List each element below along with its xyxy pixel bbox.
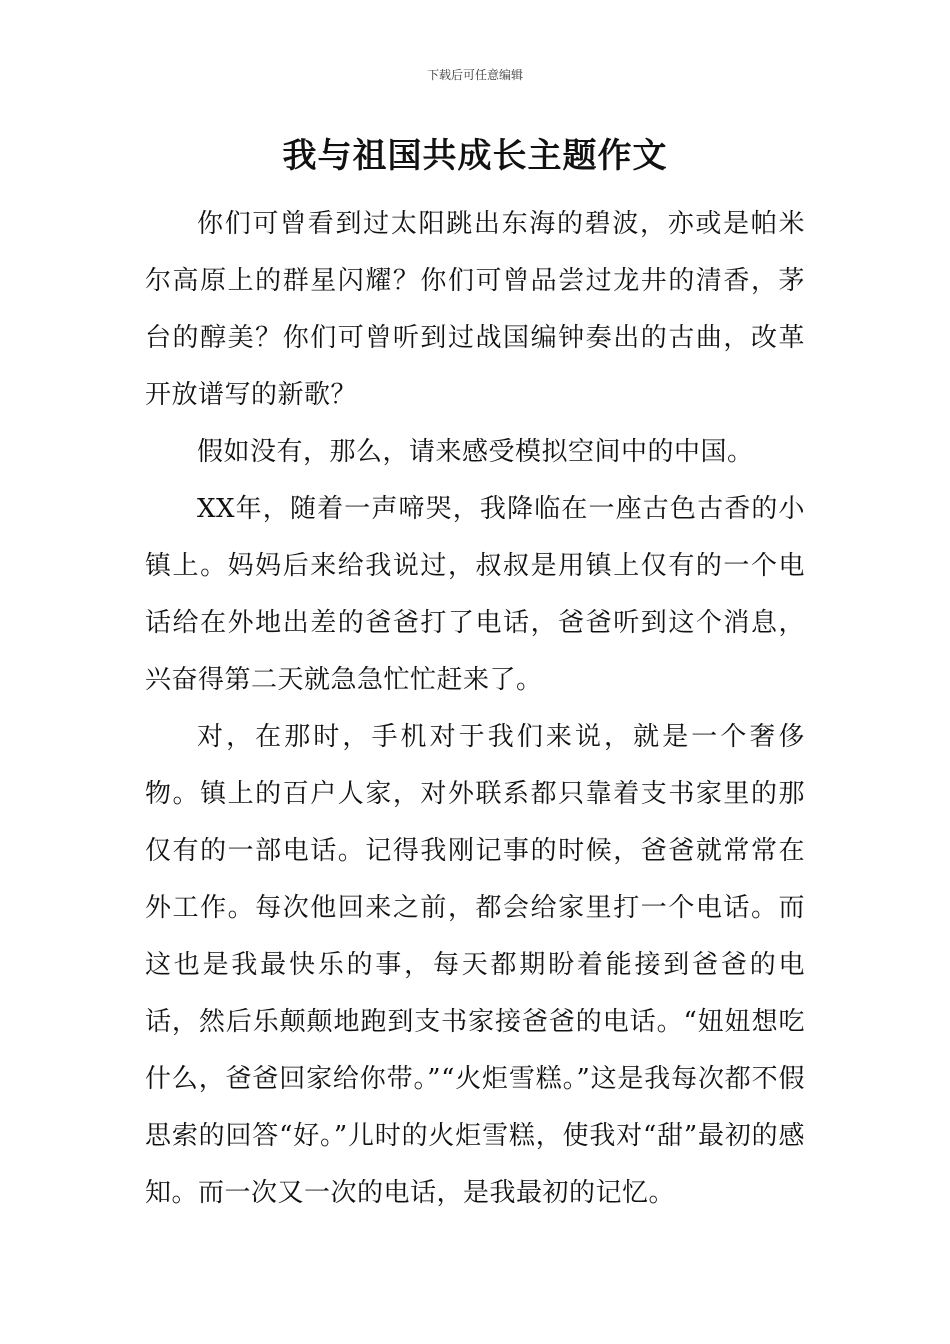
paragraph: 假如没有，那么，请来感受模拟空间中的中国。 [197, 437, 754, 467]
paragraph: XX年，随着一声啼哭，我降临在一座古色古香的小镇上。妈妈后来给我说过，叔叔是用镇上仅有的一个电话给在外地出差的爸爸打了电话，爸爸听到这个消息，兴奋得第二天就急急忙忙赶来了。 [145, 494, 805, 695]
document-title: 我与祖国共成长主题作文 [282, 136, 668, 176]
document-body [145, 196, 805, 1222]
paragraph: 对，在那时，手机对于我们来说，就是一个奢侈物。镇上的百户人家，对外联系都只靠着支书家里的那仅有的一部电话。记得我刚记事的时候，爸爸就常常在外工作。每次他回来之前，都会给家里打一个电话。而这也是我最快乐的事，每天都期盼着能接到爸爸的电话，然后乐颠颠地跑到支书家接爸爸的电话。“妞妞想吃什么，爸爸回家给你带。”“火炬雪糕。”这是我每次都不假思索的回答“好。”儿时的火炬雪糕，使我对“甜”最初的感知。而一次又一次的电话，是我最初的记忆。 [145, 722, 805, 1208]
header-note: 下载后可任意编辑 [426, 68, 523, 82]
paragraph: 你们可曾看到过太阳跳出东海的碧波，亦或是帕米尔高原上的群星闪耀？你们可曾品尝过龙井的清香，茅台的醇美？你们可曾听到过战国编钟奏出的古曲，改革开放谱写的新歌？ [145, 209, 805, 410]
